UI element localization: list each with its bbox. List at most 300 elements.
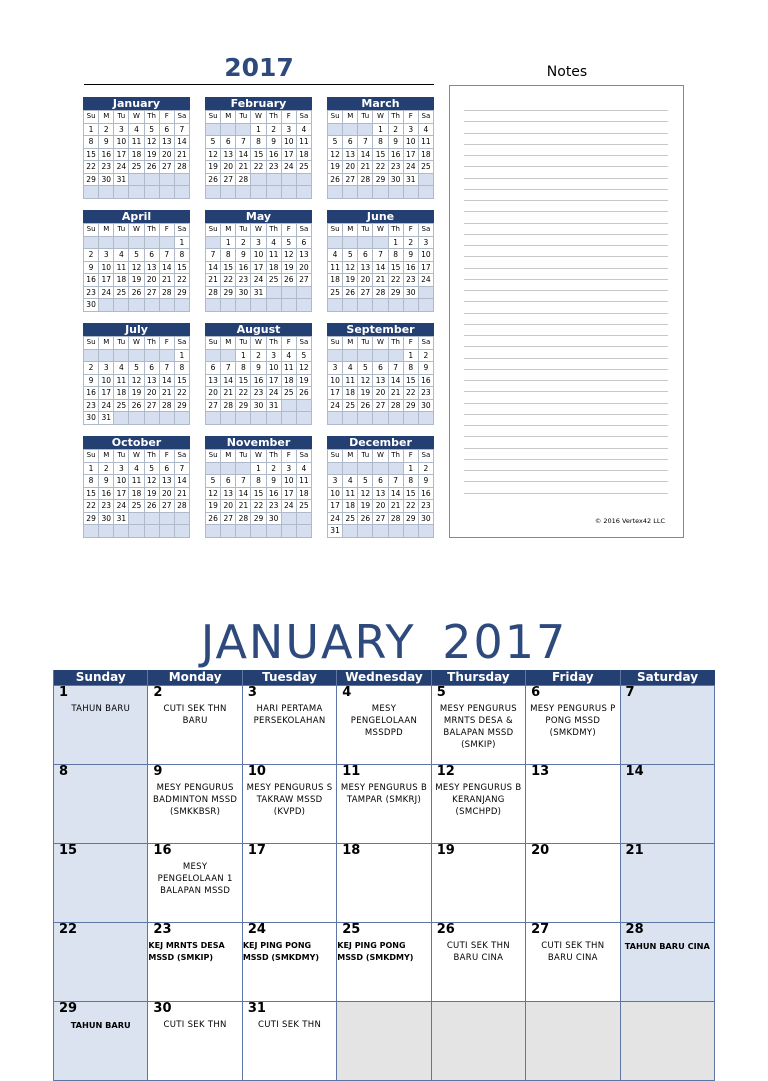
mini-day-cell: 31 xyxy=(328,525,343,538)
mini-empty-cell xyxy=(84,236,99,249)
mini-dow-label: F xyxy=(403,111,418,124)
mini-day-cell: 17 xyxy=(418,261,433,274)
mini-day-cell: 6 xyxy=(221,475,236,488)
mini-dow-label: F xyxy=(281,224,296,237)
day-cell[interactable] xyxy=(148,686,242,765)
mini-day-cell: 25 xyxy=(343,512,358,525)
mini-day-cell: 19 xyxy=(281,261,296,274)
mini-day-cell: 11 xyxy=(296,136,311,149)
mini-day-cell: 15 xyxy=(236,374,251,387)
mini-empty-cell xyxy=(99,349,114,362)
mini-dow-label: W xyxy=(129,224,144,237)
mini-day-cell: 27 xyxy=(296,274,311,287)
day-cell[interactable] xyxy=(337,923,431,1002)
mini-day-cell: 18 xyxy=(328,274,343,287)
mini-day-cell: 29 xyxy=(84,173,99,186)
mini-dow-label: Th xyxy=(144,450,159,463)
mini-day-cell: 29 xyxy=(403,399,418,412)
weekday-header-tuesday: Tuesday xyxy=(242,670,336,686)
mini-empty-cell xyxy=(343,525,358,538)
notes-line xyxy=(464,133,668,134)
mini-day-cell: 16 xyxy=(84,387,99,400)
mini-day-cell: 6 xyxy=(296,236,311,249)
mini-day-cell: 13 xyxy=(221,148,236,161)
mini-day-cell: 21 xyxy=(388,387,403,400)
mini-empty-cell xyxy=(99,299,114,312)
mini-empty-cell xyxy=(144,186,159,199)
mini-day-cell: 2 xyxy=(236,236,251,249)
mini-day-cell: 23 xyxy=(418,387,433,400)
day-cell[interactable] xyxy=(148,923,242,1002)
mini-dow-label: Tu xyxy=(236,337,251,350)
mini-day-cell: 12 xyxy=(144,136,159,149)
mini-empty-cell xyxy=(358,349,373,362)
mini-empty-cell xyxy=(281,186,296,199)
mini-day-cell: 26 xyxy=(206,173,221,186)
mini-dow-label: Sa xyxy=(174,337,189,350)
day-cell[interactable] xyxy=(337,844,431,923)
mini-dow-label: W xyxy=(373,337,388,350)
mini-day-cell: 9 xyxy=(266,136,281,149)
mini-dow-label: Tu xyxy=(236,450,251,463)
mini-day-cell: 22 xyxy=(373,161,388,174)
mini-day-cell: 30 xyxy=(388,173,403,186)
notes-line xyxy=(464,279,668,280)
mini-empty-cell xyxy=(129,299,144,312)
mini-day-cell: 13 xyxy=(358,261,373,274)
mini-day-cell: 15 xyxy=(84,487,99,500)
mini-day-cell: 12 xyxy=(296,362,311,375)
mini-day-cell: 17 xyxy=(114,487,129,500)
mini-day-cell: 20 xyxy=(144,387,159,400)
mini-day-cell: 6 xyxy=(159,123,174,136)
mini-day-cell: 26 xyxy=(144,161,159,174)
mini-empty-cell xyxy=(174,173,189,186)
mini-dow-label: Th xyxy=(144,224,159,237)
mini-empty-cell xyxy=(144,299,159,312)
mini-day-cell: 18 xyxy=(281,374,296,387)
notes-line xyxy=(464,493,668,494)
mini-day-cell: 16 xyxy=(266,487,281,500)
mini-day-cell: 23 xyxy=(403,274,418,287)
mini-empty-cell xyxy=(206,525,221,538)
mini-empty-cell xyxy=(251,173,266,186)
mini-empty-cell xyxy=(388,299,403,312)
mini-dow-label: W xyxy=(251,450,266,463)
day-number: 31 xyxy=(247,1001,266,1016)
mini-dow-label: Sa xyxy=(174,224,189,237)
day-number: 26 xyxy=(436,922,455,937)
mini-empty-cell xyxy=(266,525,281,538)
notes-line xyxy=(464,121,668,122)
mini-empty-cell xyxy=(328,349,343,362)
mini-day-cell: 1 xyxy=(251,123,266,136)
mini-day-cell: 21 xyxy=(373,274,388,287)
day-cell[interactable] xyxy=(54,1002,148,1081)
notes-line xyxy=(464,166,668,167)
mini-day-cell: 11 xyxy=(129,136,144,149)
day-cell[interactable] xyxy=(242,1002,336,1081)
mini-day-cell: 5 xyxy=(281,236,296,249)
mini-day-cell: 15 xyxy=(388,261,403,274)
mini-day-cell: 21 xyxy=(159,274,174,287)
mini-day-cell: 21 xyxy=(206,274,221,287)
mini-day-cell: 26 xyxy=(206,512,221,525)
day-number: 25 xyxy=(342,922,361,937)
mini-empty-cell xyxy=(99,525,114,538)
mini-empty-cell xyxy=(159,525,174,538)
day-number: 24 xyxy=(247,922,266,937)
notes-line xyxy=(464,223,668,224)
week-row xyxy=(54,765,715,844)
mini-dow-label: Th xyxy=(388,111,403,124)
mini-day-cell: 18 xyxy=(343,500,358,513)
mini-dow-label: Th xyxy=(266,224,281,237)
mini-day-cell: 30 xyxy=(251,399,266,412)
mini-calendar-march xyxy=(327,97,434,199)
mini-empty-cell xyxy=(206,462,221,475)
mini-day-cell: 30 xyxy=(99,173,114,186)
mini-day-cell: 22 xyxy=(251,161,266,174)
mini-empty-cell xyxy=(403,412,418,425)
mini-calendar-september xyxy=(327,323,434,425)
mini-day-cell: 7 xyxy=(159,249,174,262)
mini-day-cell: 16 xyxy=(266,148,281,161)
day-event: HARI PERTAMA PERSEKOLAHAN xyxy=(253,704,326,726)
mini-day-cell: 26 xyxy=(281,274,296,287)
day-cell[interactable] xyxy=(242,765,336,844)
mini-empty-cell xyxy=(159,412,174,425)
mini-empty-cell xyxy=(236,186,251,199)
day-cell[interactable] xyxy=(242,686,336,765)
mini-day-cell: 25 xyxy=(296,161,311,174)
day-cell[interactable] xyxy=(526,765,620,844)
mini-empty-cell xyxy=(114,525,129,538)
mini-day-cell: 13 xyxy=(296,249,311,262)
day-number: 19 xyxy=(436,843,455,858)
mini-dow-label: Th xyxy=(144,337,159,350)
mini-dow-label: F xyxy=(403,224,418,237)
mini-day-cell: 5 xyxy=(144,462,159,475)
mini-empty-cell xyxy=(418,286,433,299)
mini-day-cell: 12 xyxy=(144,475,159,488)
weekday-header-thursday: Thursday xyxy=(431,670,525,686)
mini-empty-cell xyxy=(236,299,251,312)
mini-day-cell: 18 xyxy=(296,148,311,161)
mini-empty-cell xyxy=(373,349,388,362)
mini-day-cell: 1 xyxy=(84,462,99,475)
mini-day-cell: 11 xyxy=(418,136,433,149)
mini-empty-cell xyxy=(84,525,99,538)
mini-day-cell: 7 xyxy=(174,462,189,475)
notes-box[interactable] xyxy=(449,85,684,538)
mini-day-cell: 20 xyxy=(159,487,174,500)
day-cell[interactable] xyxy=(431,844,525,923)
mini-day-cell: 31 xyxy=(114,173,129,186)
empty-day-cell[interactable] xyxy=(337,1002,431,1081)
day-cell[interactable] xyxy=(148,765,242,844)
mini-day-cell: 3 xyxy=(114,123,129,136)
mini-day-cell: 28 xyxy=(206,286,221,299)
mini-day-cell: 13 xyxy=(144,261,159,274)
mini-calendar-april xyxy=(83,210,190,312)
mini-day-cell: 8 xyxy=(174,249,189,262)
mini-day-cell: 9 xyxy=(388,136,403,149)
mini-day-cell: 14 xyxy=(358,148,373,161)
mini-day-cell: 16 xyxy=(388,148,403,161)
mini-day-cell: 3 xyxy=(403,123,418,136)
notes-line xyxy=(464,403,668,404)
mini-empty-cell xyxy=(144,349,159,362)
day-cell[interactable] xyxy=(54,765,148,844)
mini-day-cell: 26 xyxy=(129,286,144,299)
week-row xyxy=(54,844,715,923)
mini-day-cell: 27 xyxy=(144,399,159,412)
mini-day-cell: 16 xyxy=(418,374,433,387)
mini-day-cell: 2 xyxy=(266,462,281,475)
mini-empty-cell xyxy=(221,186,236,199)
mini-day-cell: 5 xyxy=(144,123,159,136)
mini-day-cell: 16 xyxy=(403,261,418,274)
mini-day-cell: 19 xyxy=(206,500,221,513)
mini-empty-cell xyxy=(251,299,266,312)
day-cell[interactable] xyxy=(242,844,336,923)
mini-dow-label: Th xyxy=(388,224,403,237)
mini-empty-cell xyxy=(84,349,99,362)
mini-month-name: March xyxy=(327,97,434,110)
mini-empty-cell xyxy=(174,525,189,538)
day-cell[interactable] xyxy=(620,844,714,923)
day-cell[interactable] xyxy=(526,923,620,1002)
mini-day-cell: 6 xyxy=(159,462,174,475)
day-number: 17 xyxy=(247,843,266,858)
mini-day-cell: 22 xyxy=(251,500,266,513)
notes-line xyxy=(464,144,668,145)
mini-day-cell: 10 xyxy=(281,475,296,488)
day-number: 14 xyxy=(625,764,644,779)
mini-month-name: November xyxy=(205,436,312,449)
mini-day-cell: 3 xyxy=(114,462,129,475)
mini-day-cell: 25 xyxy=(129,161,144,174)
mini-day-cell: 1 xyxy=(403,462,418,475)
day-cell[interactable] xyxy=(54,844,148,923)
mini-month-name: May xyxy=(205,210,312,223)
mini-day-cell: 17 xyxy=(403,148,418,161)
day-event: CUTI SEK THN BARU CINA xyxy=(446,941,510,963)
notes-line xyxy=(464,178,668,179)
mini-day-cell: 27 xyxy=(358,286,373,299)
mini-day-cell: 12 xyxy=(281,249,296,262)
mini-empty-cell xyxy=(129,412,144,425)
notes-line xyxy=(464,436,668,437)
mini-day-cell: 28 xyxy=(236,173,251,186)
mini-day-cell: 28 xyxy=(221,399,236,412)
notes-line xyxy=(464,459,668,460)
mini-day-cell: 5 xyxy=(296,349,311,362)
day-event: MESY PENGELOLAAN MSSDPD xyxy=(350,704,418,738)
mini-day-cell: 3 xyxy=(328,475,343,488)
mini-day-cell: 27 xyxy=(159,161,174,174)
mini-day-cell: 30 xyxy=(418,512,433,525)
empty-day-cell[interactable] xyxy=(431,1002,525,1081)
mini-empty-cell xyxy=(358,462,373,475)
mini-day-cell: 28 xyxy=(358,173,373,186)
mini-dow-label: W xyxy=(251,224,266,237)
mini-month-name: December xyxy=(327,436,434,449)
mini-empty-cell xyxy=(114,186,129,199)
mini-day-cell: 12 xyxy=(129,374,144,387)
mini-empty-cell xyxy=(114,412,129,425)
day-number: 13 xyxy=(531,764,550,779)
day-cell[interactable] xyxy=(526,686,620,765)
notes-line xyxy=(464,313,668,314)
mini-day-cell: 4 xyxy=(343,475,358,488)
mini-day-cell: 16 xyxy=(99,487,114,500)
mini-day-cell: 18 xyxy=(296,487,311,500)
mini-day-cell: 14 xyxy=(174,136,189,149)
mini-empty-cell xyxy=(281,412,296,425)
mini-empty-cell xyxy=(358,525,373,538)
mini-day-cell: 13 xyxy=(159,475,174,488)
mini-day-cell: 8 xyxy=(84,136,99,149)
mini-dow-label: Tu xyxy=(236,224,251,237)
copyright: © 2016 Vertex42 LLC xyxy=(594,517,665,525)
mini-day-cell: 13 xyxy=(144,374,159,387)
day-cell[interactable] xyxy=(54,923,148,1002)
mini-day-cell: 18 xyxy=(266,261,281,274)
empty-day-cell[interactable] xyxy=(526,1002,620,1081)
mini-empty-cell xyxy=(343,236,358,249)
mini-day-cell: 27 xyxy=(373,512,388,525)
mini-day-cell: 28 xyxy=(388,512,403,525)
day-cell[interactable] xyxy=(620,686,714,765)
day-cell[interactable] xyxy=(148,844,242,923)
mini-day-cell: 17 xyxy=(251,261,266,274)
mini-day-cell: 20 xyxy=(296,261,311,274)
mini-empty-cell xyxy=(328,236,343,249)
mini-dow-label: Tu xyxy=(358,450,373,463)
mini-dow-label: Tu xyxy=(358,111,373,124)
mini-day-cell: 6 xyxy=(144,362,159,375)
mini-dow-label: Su xyxy=(328,337,343,350)
day-cell[interactable] xyxy=(242,923,336,1002)
month-title: JANUARY 2017 xyxy=(200,615,568,669)
mini-day-cell: 4 xyxy=(114,249,129,262)
mini-day-cell: 30 xyxy=(418,399,433,412)
mini-dow-label: F xyxy=(159,450,174,463)
mini-empty-cell xyxy=(144,412,159,425)
day-cell[interactable] xyxy=(431,765,525,844)
mini-day-cell: 10 xyxy=(99,261,114,274)
mini-day-cell: 7 xyxy=(388,475,403,488)
day-number: 27 xyxy=(531,922,550,937)
mini-empty-cell xyxy=(114,349,129,362)
mini-day-cell: 2 xyxy=(403,236,418,249)
day-cell[interactable] xyxy=(431,923,525,1002)
day-cell[interactable] xyxy=(54,686,148,765)
mini-day-cell: 11 xyxy=(114,261,129,274)
mini-day-cell: 6 xyxy=(373,475,388,488)
mini-day-cell: 23 xyxy=(251,387,266,400)
mini-day-cell: 8 xyxy=(373,136,388,149)
day-cell[interactable] xyxy=(337,765,431,844)
mini-empty-cell xyxy=(174,299,189,312)
mini-day-cell: 19 xyxy=(343,274,358,287)
mini-dow-label: W xyxy=(129,111,144,124)
empty-day-cell[interactable] xyxy=(620,1002,714,1081)
notes-line xyxy=(464,391,668,392)
mini-day-cell: 14 xyxy=(159,261,174,274)
mini-day-cell: 12 xyxy=(206,487,221,500)
mini-day-cell: 16 xyxy=(251,374,266,387)
notes-line xyxy=(464,470,668,471)
mini-day-cell: 29 xyxy=(403,512,418,525)
day-cell[interactable] xyxy=(337,686,431,765)
mini-day-cell: 26 xyxy=(358,512,373,525)
weekday-header-friday: Friday xyxy=(526,670,620,686)
mini-day-cell: 24 xyxy=(328,399,343,412)
mini-day-cell: 15 xyxy=(84,148,99,161)
mini-day-cell: 19 xyxy=(144,487,159,500)
mini-day-cell: 18 xyxy=(129,487,144,500)
notes-line xyxy=(464,369,668,370)
mini-dow-label: Tu xyxy=(114,450,129,463)
day-cell[interactable] xyxy=(620,923,714,1002)
mini-empty-cell xyxy=(236,525,251,538)
mini-day-cell: 25 xyxy=(343,399,358,412)
week-row xyxy=(54,686,715,765)
mini-day-cell: 26 xyxy=(328,173,343,186)
mini-day-cell: 2 xyxy=(418,462,433,475)
mini-day-cell: 31 xyxy=(266,399,281,412)
mini-calendar-october xyxy=(83,436,190,538)
mini-day-cell: 4 xyxy=(296,123,311,136)
mini-day-cell: 31 xyxy=(403,173,418,186)
mini-day-cell: 22 xyxy=(84,500,99,513)
mini-day-cell: 21 xyxy=(236,161,251,174)
mini-day-cell: 20 xyxy=(221,161,236,174)
mini-day-cell: 19 xyxy=(358,387,373,400)
day-cell[interactable] xyxy=(620,765,714,844)
day-cell[interactable] xyxy=(148,1002,242,1081)
mini-empty-cell xyxy=(206,349,221,362)
mini-empty-cell xyxy=(343,462,358,475)
mini-calendar-may xyxy=(205,210,312,312)
day-event: KEJ PING PONG MSSD (SMKDMY) xyxy=(337,941,414,962)
mini-day-cell: 24 xyxy=(328,512,343,525)
mini-dow-label: Su xyxy=(328,111,343,124)
mini-day-cell: 2 xyxy=(251,349,266,362)
mini-dow-label: F xyxy=(403,450,418,463)
mini-day-cell: 18 xyxy=(129,148,144,161)
mini-dow-label: Su xyxy=(84,224,99,237)
mini-empty-cell xyxy=(159,173,174,186)
mini-day-cell: 28 xyxy=(159,286,174,299)
mini-day-cell: 4 xyxy=(129,123,144,136)
mini-day-cell: 1 xyxy=(388,236,403,249)
mini-day-cell: 17 xyxy=(328,500,343,513)
mini-empty-cell xyxy=(418,412,433,425)
mini-empty-cell xyxy=(221,349,236,362)
mini-day-cell: 29 xyxy=(251,512,266,525)
mini-empty-cell xyxy=(251,412,266,425)
day-cell[interactable] xyxy=(526,844,620,923)
day-event: MESY PENGURUS B TAMPAR (SMKRJ) xyxy=(340,783,428,805)
mini-day-cell: 24 xyxy=(403,161,418,174)
mini-day-cell: 19 xyxy=(296,374,311,387)
mini-day-cell: 16 xyxy=(236,261,251,274)
day-cell[interactable] xyxy=(431,686,525,765)
